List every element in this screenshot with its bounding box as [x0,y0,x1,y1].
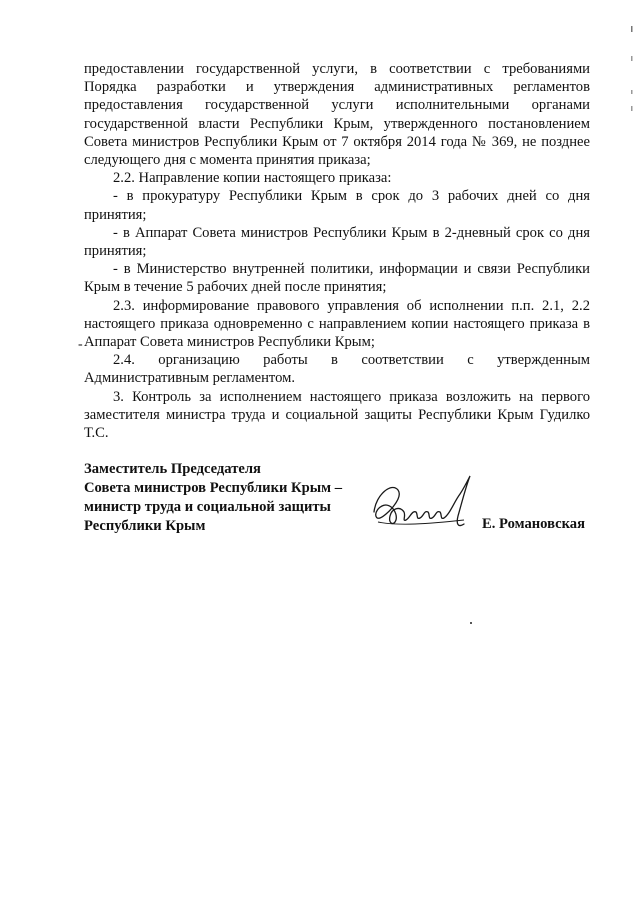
stray-dash: - [78,337,83,352]
paragraph-2-4: 2.4. организацию работы в соответствии с утвержденным Административным регламентом. [84,352,590,387]
paragraph-continuation: предоставлении государственной услуги, в соответствии с требованиями Порядка разработки и утверждения административных регламентов предоставления государственной услуги исполнительными органами государственной власти Республики Крым, утвержденного постановлением Совета министров Республики Крым от 7 октября 2014 года № 369, не позднее следующего дня с момента принятия приказа; [84,61,590,169]
paragraph-2-3: 2.3. информирование правового управления об исполнении п.п. 2.1, 2.2 настоящего приказа одновременно с направлением копии настоящего приказа в Аппарат Совета министров Республики Крым; [84,297,590,351]
signatory-name: Е. Романовская [482,516,585,532]
handwritten-signature [368,472,488,538]
signature-block [84,460,590,536]
paragraph-3: 3. Контроль за исполнением настоящего приказа возложить на первого заместителя министра труда и социальной защиты Республики Крым Гудилко Т.С. [84,388,590,442]
paragraph-prosecutor: - в прокуратуру Республики Крым в срок до 3 рабочих дней со дня принятия; [84,188,590,223]
signatory-title-line: Совета министров Республики Крым – [84,480,343,496]
document-body [84,60,590,442]
signatory-title-line: Республики Крым [84,518,206,534]
scan-edge-marks [629,26,635,116]
paragraph-ministry: - в Министерство внутренней политики, информации и связи Республики Крым в течение 5 рабочих дней после принятия; [84,261,590,296]
paragraph-apparatus: - в Аппарат Совета министров Республики Крым в 2-дневный срок со дня принятия; [84,224,590,260]
signatory-title-line: Заместитель Председателя [84,461,261,477]
signatory-title-line: министр труда и социальной защиты [84,499,331,515]
paragraph-2-2: 2.2. Направление копии настоящего приказа: [113,170,392,187]
scan-speck [470,622,472,624]
